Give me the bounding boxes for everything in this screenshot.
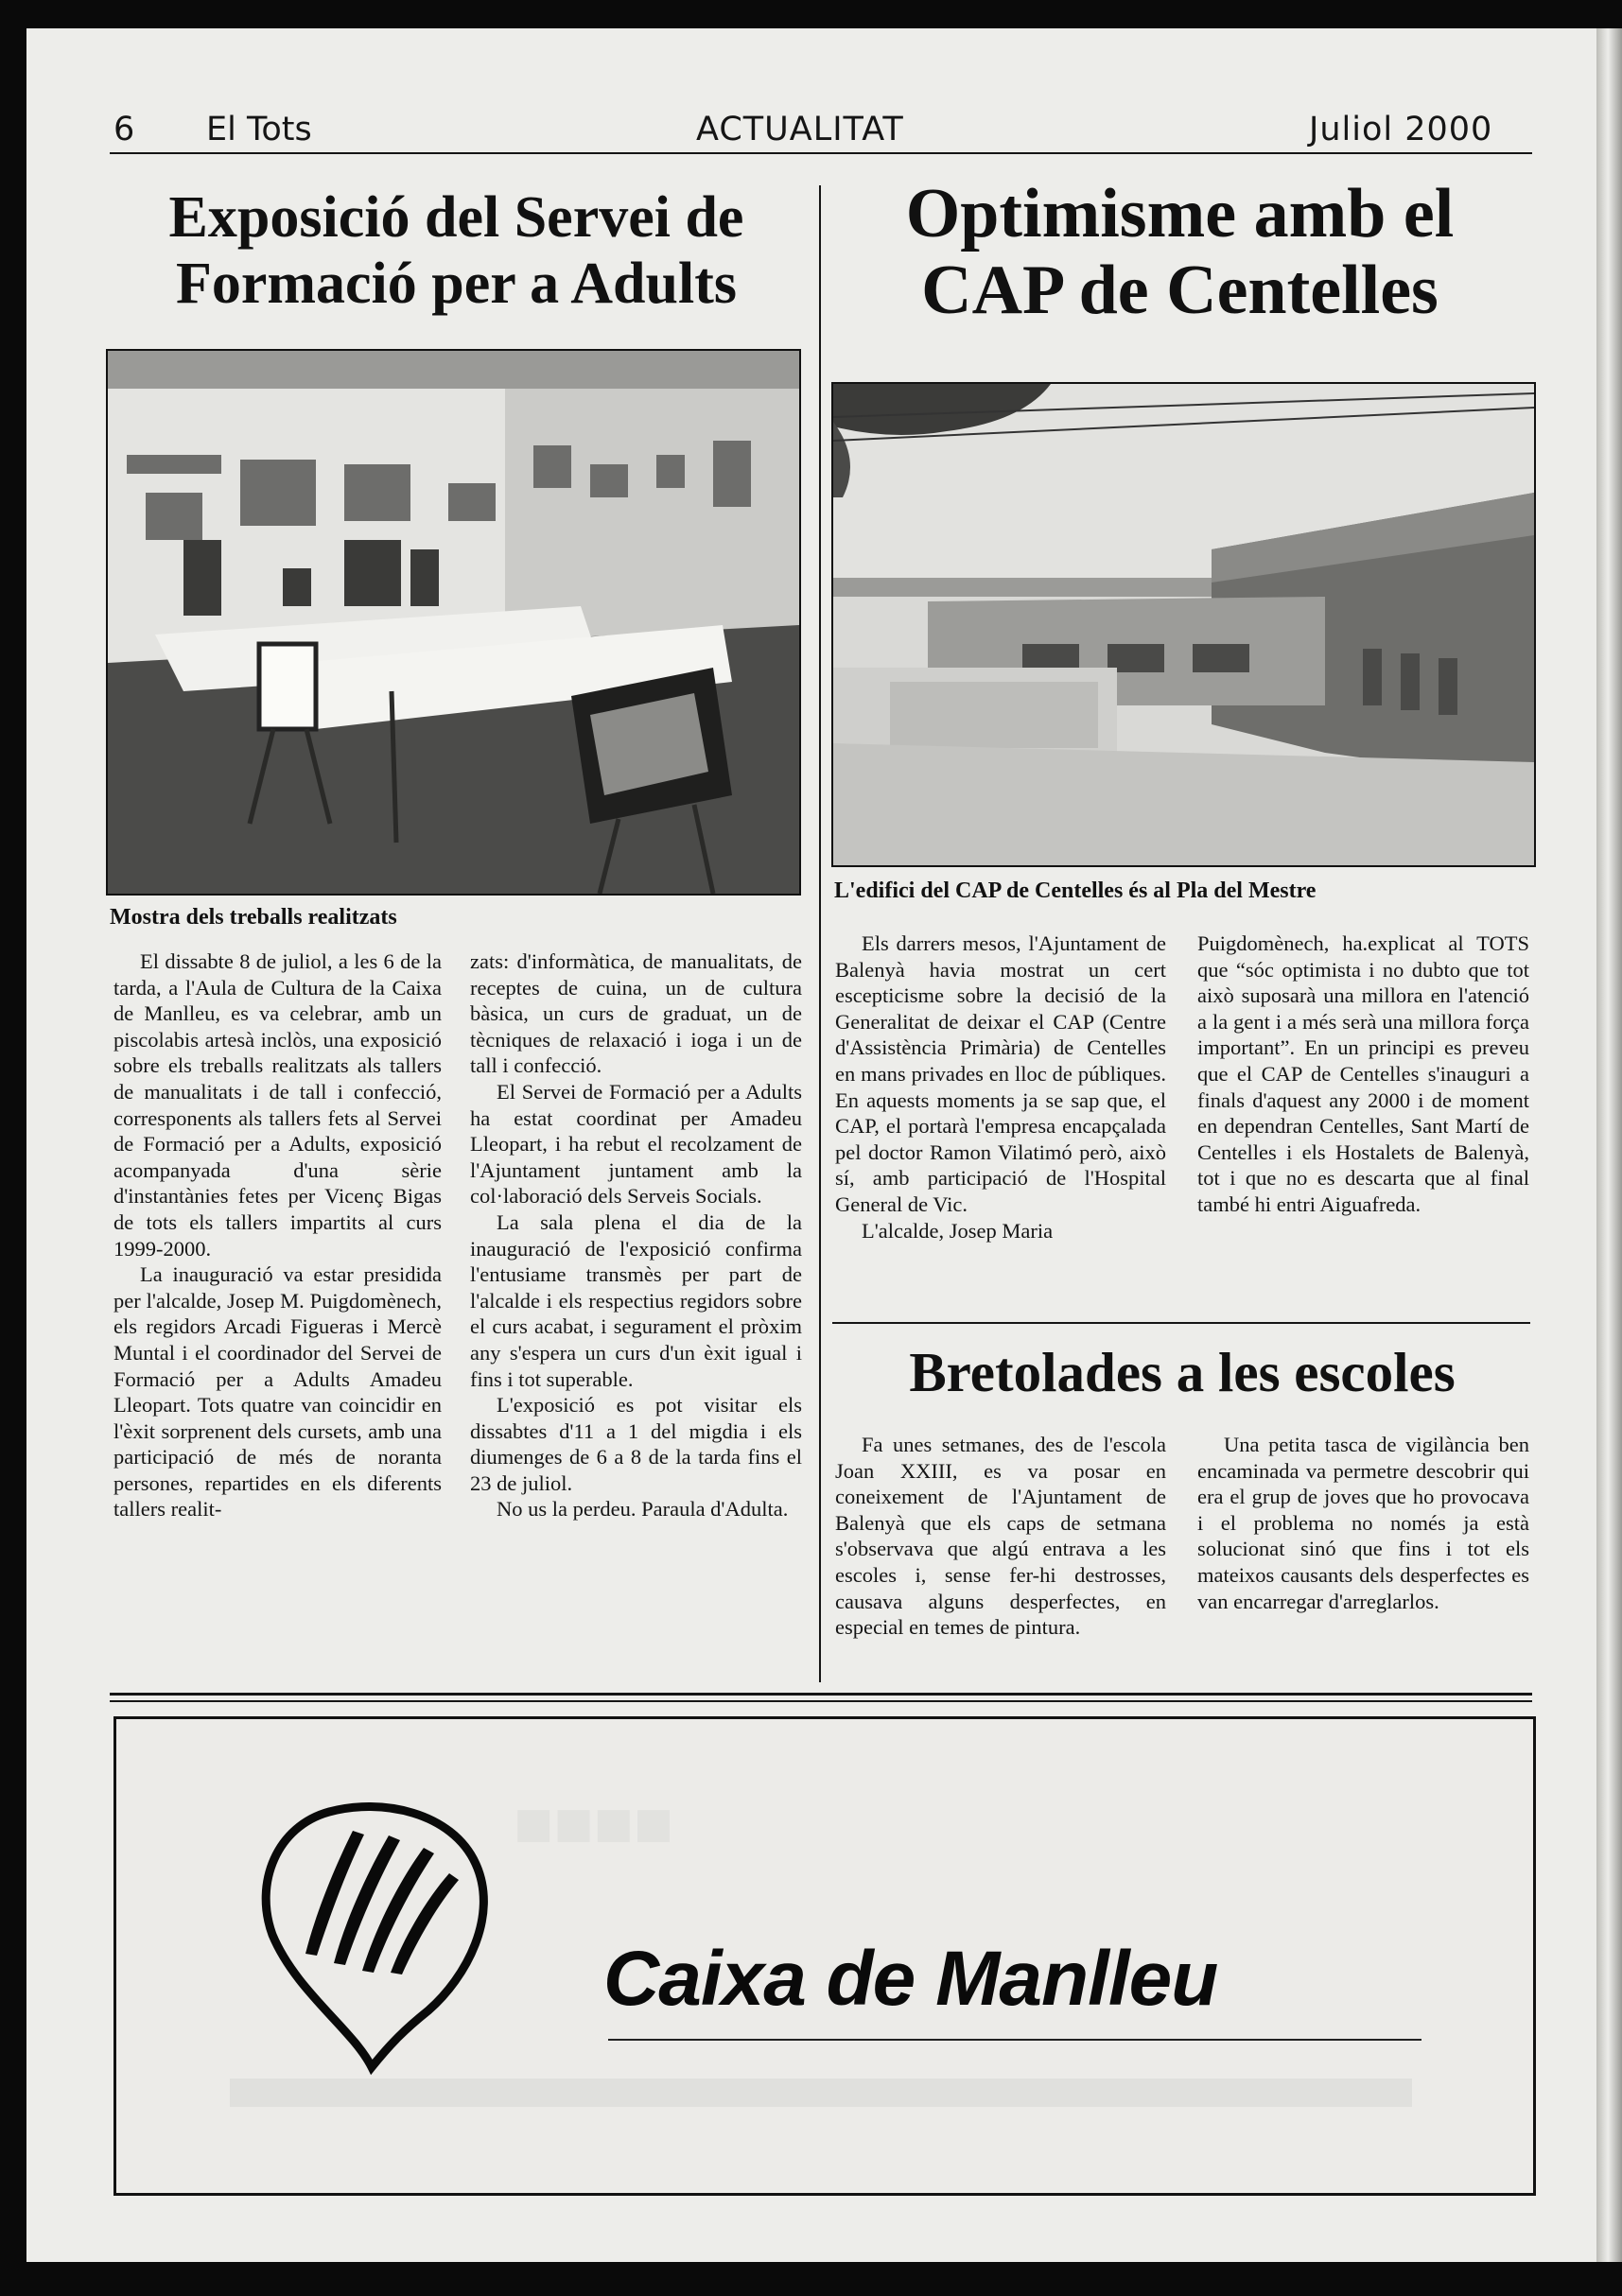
page-edge — [1596, 28, 1622, 2262]
ad-rule-top — [110, 1693, 1532, 1696]
ad-rule-bottom — [110, 1700, 1532, 1702]
column-divider — [819, 185, 821, 1682]
bleed-through-band — [230, 2079, 1412, 2107]
optimisme-headline: Optimisme amb el CAP de Centelles — [905, 175, 1455, 330]
exposicio-column-1: El dissabte 8 de juliol, a les 6 de la tarda, a l'Aula de Cultura de la Caixa de Manlleu, es va celebrar, amb un piscolabis artesà inclòs, una exposició sobre els treballs realitzats als tallers de manualitats i de tall i confecció, corresponents als tallers fets al Servei de Formació per a Adults, exposició acompanyada d'una sèrie d'instantànies fetes per Vicenç Bigas de tots els tallers impartits al curs 1999-2000. La inauguració va estar presidida per l'alcalde, Josep M. Puigdomènech, els regidors Arcadi Figueras i Mercè Muntal i el coordinador del Servei de Formació per a Adults Amadeu Lleopart. Tots quatre van coincidir en l'èxit sorprenent dels cursets, amb una participació de més de noranta persones, repartides en els diferents tallers realit- — [113, 949, 442, 1522]
issue-date: Juliol 2000 — [1309, 111, 1493, 148]
header-rule — [110, 152, 1532, 154]
article-divider — [832, 1322, 1530, 1324]
publication-name: El Tots — [206, 111, 312, 148]
section-title: ACTUALITAT — [696, 111, 904, 148]
bretolades-headline: Bretolades a les escoles — [909, 1341, 1456, 1403]
caixa-manlleu-advertisement — [113, 1716, 1536, 2196]
page-number: 6 — [113, 111, 135, 148]
caixa-manlleu-brand-name: Caixa de Manlleu — [603, 1936, 1218, 2022]
exposicio-column-2: zats: d'informàtica, de manualitats, de receptes de cuina, un de cultura bàsica, un curs de graduat, un de tècniques de relaxació i ioga i un de tall i confecció. El Servei de Formació per a Adults ha estat coordinat per Amadeu Lleopart, i ha rebut el recolzament de l'Ajuntament juntament amb la col·laboració dels Serveis Socials. La sala plena el dia de la inauguració de l'exposició confirma l'entusiame transmès per part de l'alcalde i els respectius regidors sobre el curs acabat, i segurament el pròxim any s'espera un curs d'un èxit igual i fins i tot superable. L'exposició es pot visitar els dissabtes d'11 a 1 del migdia i els diumenges de 6 a 8 de la tarda fins el 23 de juliol. No us la perdeu. Paraula d'Adulta. — [470, 949, 802, 1522]
exhibition-photo — [106, 349, 801, 896]
bleed-through-ghost: ■■■■ — [514, 1786, 674, 1860]
cap-photo-caption: L'edifici del CAP de Centelles és al Pla del Mestre — [834, 878, 1317, 903]
bretolades-column-2: Una petita tasca de vigilància ben encaminada va permetre descobrir qui era el grup de joves que ho provocava i el problema no només ja està solucionat sinó que fins i tot els mateixos causants dels desperfectes es van encarregar d'arreglarlos. — [1197, 1433, 1529, 1613]
exposicio-headline: Exposició del Servei de Formació per a Adults — [168, 185, 744, 317]
bretolades-column-1: Fa unes setmanes, des de l'escola Joan XXIII, es va posar en coneixement de l'Ajuntament de Balenyà que els caps de setmana s'observava que algú entrava a les escoles i, sense fer-hi destrosses, causava alguns desperfectes, en especial en temes de pintura. — [835, 1433, 1166, 1640]
caixa-manlleu-logo-icon — [239, 1793, 504, 2077]
optimisme-column-2: Puigdomènech, ha.explicat al TOTS que “sóc optimista i no dubto que tot això suposarà una millora en l'atenció a la gent i a més serà una millora força important”. En un principi es preveu que el CAP de Centelles s'inauguri a finals d'aquest any 2000 i de moment en dependran Centelles, Sant Martí de Centelles i els Hostalets de Balenyà, tot i que no es descarta que al final també hi entri Aiguafreda. — [1197, 931, 1529, 1216]
brand-underline — [608, 2039, 1421, 2041]
optimisme-column-1: Els darrers mesos, l'Ajuntament de Balenyà havia mostrat un cert escepticisme sobre la decisió de la Generalitat de deixar el CAP (Centre d'Assistència Primària) de Centelles en mans privades en lloc de públiques. En aquests moments ja se sap que, el CAP, el portarà l'empresa encapçalada pel doctor Ramon Vilatimó però, això sí, amb participació de l'Hospital General de Vic. L'alcalde, Josep Maria — [835, 931, 1166, 1243]
exhibition-photo-caption: Mostra dels treballs realitzats — [110, 905, 397, 930]
cap-building-photo — [831, 382, 1536, 867]
